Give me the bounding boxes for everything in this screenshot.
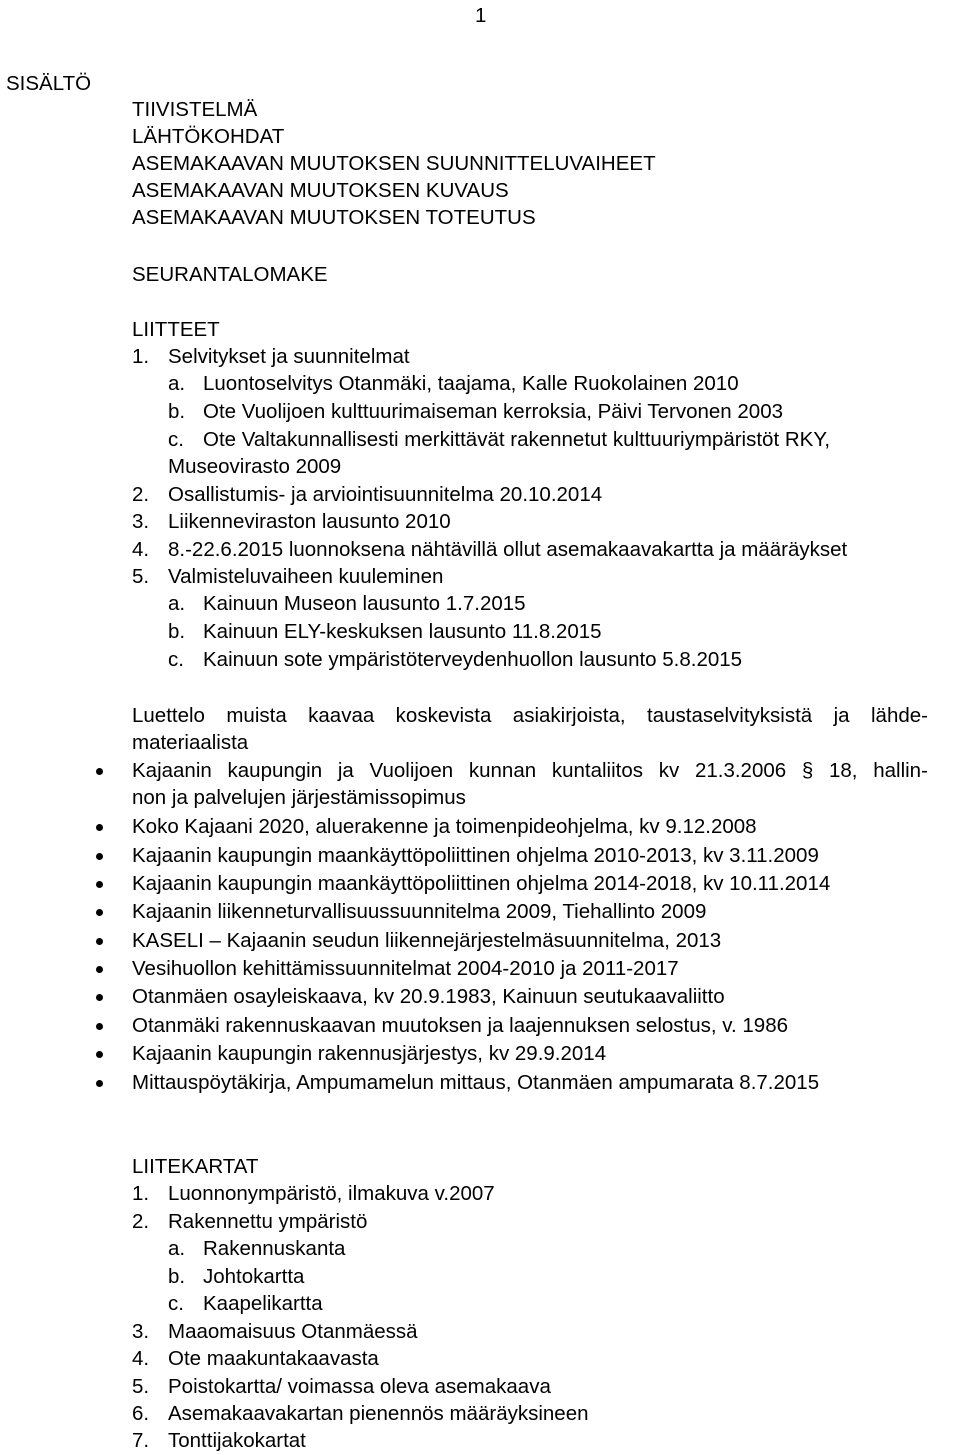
- document-item: Kajaanin kaupungin maankäyttöpoliittinen ohjelma 2014-2018, kv 10.11.2014: [132, 872, 831, 895]
- justified-word: muista: [226, 704, 287, 727]
- bullet-icon: [96, 1080, 103, 1087]
- document-item: Kajaanin kaupungin maankäyttöpoliittinen ohjelma 2010-2013, kv 3.11.2009: [132, 844, 819, 867]
- document-item: Kajaanin kaupungin rakennusjärjestys, kv 29.9.2014: [132, 1042, 607, 1065]
- appendix-text: Valmisteluvaiheen kuuleminen: [168, 565, 444, 588]
- bullet-icon: [96, 938, 103, 945]
- bullet-icon: [96, 1023, 103, 1030]
- appendix-text: Ote Valtakunnallisesti merkittävät rakennetut kulttuuriympäristöt RKY,: [203, 428, 831, 451]
- appendix-number: 2.: [132, 483, 150, 506]
- justified-word: kaavaa: [308, 704, 375, 727]
- other-documents-intro-line2: materiaalista: [132, 731, 249, 754]
- map-appendix-text: Tonttijakokartat: [168, 1429, 306, 1452]
- justified-word: asiakirjoista,: [512, 704, 626, 727]
- bullet-icon: [96, 1051, 103, 1058]
- justified-word: 21.3.2006: [694, 759, 787, 782]
- justified-word: §: [801, 759, 814, 782]
- other-documents-intro: [132, 702, 928, 729]
- bullet-icon: [96, 768, 103, 775]
- map-appendix-number: 1.: [132, 1182, 150, 1205]
- appendix-text: Kainuun Museon lausunto 1.7.2015: [203, 592, 526, 615]
- map-appendix-text: Maaomaisuus Otanmäessä: [168, 1320, 418, 1343]
- map-appendices-heading: LIITEKARTAT: [132, 1155, 259, 1178]
- document-item: KASELI – Kajaanin seudun liikennejärjestelmäsuunnitelma, 2013: [132, 929, 722, 952]
- appendix-number: 1.: [132, 345, 150, 368]
- justified-word: kv: [658, 759, 680, 782]
- map-appendix-text: Luonnonympäristö, ilmakuva v.2007: [168, 1182, 495, 1205]
- map-appendix-letter: c.: [168, 1292, 184, 1315]
- appendix-letter: b.: [168, 400, 186, 423]
- map-appendix-text: Kaapelikartta: [203, 1292, 323, 1315]
- justified-word: 18,: [829, 759, 858, 782]
- map-appendix-number: 5.: [132, 1375, 150, 1398]
- document-item: Otanmäki rakennuskaavan muutoksen ja laajennuksen selostus, v. 1986: [132, 1014, 789, 1037]
- contents-item: ASEMAKAAVAN MUUTOKSEN KUVAUS: [132, 179, 509, 202]
- document-item-justified: [132, 757, 928, 784]
- appendix-text: Ote Vuolijoen kulttuurimaiseman kerroksia, Päivi Tervonen 2003: [203, 400, 783, 423]
- justified-word: koskevista: [395, 704, 492, 727]
- document-item: Vesihuollon kehittämissuunnitelmat 2004-2010 ja 2011-2017: [132, 957, 679, 980]
- map-appendix-number: 4.: [132, 1347, 150, 1370]
- map-appendix-text: Rakennettu ympäristö: [168, 1210, 368, 1233]
- map-appendix-letter: b.: [168, 1265, 186, 1288]
- appendix-text: Osallistumis- ja arviointisuunnitelma 20.10.2014: [168, 483, 603, 506]
- bullet-icon: [96, 909, 103, 916]
- map-appendix-text: Poistokartta/ voimassa oleva asemakaava: [168, 1375, 551, 1398]
- map-appendix-number: 3.: [132, 1320, 150, 1343]
- appendix-letter: a.: [168, 592, 186, 615]
- page-number: 1: [475, 4, 487, 27]
- map-appendix-number: 2.: [132, 1210, 150, 1233]
- bullet-icon: [96, 994, 103, 1001]
- map-appendix-number: 7.: [132, 1429, 150, 1452]
- appendix-text: 8.-22.6.2015 luonnoksena nähtävillä ollut asemakaavakartta ja määräykset: [168, 538, 848, 561]
- appendix-number: 5.: [132, 565, 150, 588]
- justified-word: Vuolijoen: [369, 759, 454, 782]
- document-item: Mittauspöytäkirja, Ampumamelun mittaus, Otanmäen ampumarata 8.7.2015: [132, 1071, 820, 1094]
- contents-item: ASEMAKAAVAN MUUTOKSEN TOTEUTUS: [132, 206, 536, 229]
- document-item: Koko Kajaani 2020, aluerakenne ja toimenpideohjelma, kv 9.12.2008: [132, 815, 757, 838]
- appendices-heading: LIITTEET: [132, 318, 220, 341]
- appendix-text: Selvitykset ja suunnitelmat: [168, 345, 410, 368]
- contents-heading: SISÄLTÖ: [6, 72, 92, 95]
- appendix-letter: c.: [168, 428, 184, 451]
- justified-word: Kajaanin: [132, 759, 212, 782]
- appendix-number: 3.: [132, 510, 150, 533]
- appendix-text: Kainuun ELY-keskuksen lausunto 11.8.2015: [203, 620, 602, 643]
- document-item: Kajaanin liikenneturvallisuussuunnitelma 2009, Tiehallinto 2009: [132, 900, 707, 923]
- justified-word: ja: [833, 704, 850, 727]
- bullet-icon: [96, 881, 103, 888]
- appendix-text: Kainuun sote ympäristöterveydenhuollon lausunto 5.8.2015: [203, 648, 743, 671]
- justified-word: hallin-: [873, 759, 928, 782]
- followup-form-heading: SEURANTALOMAKE: [132, 263, 328, 286]
- appendix-number: 4.: [132, 538, 150, 561]
- appendix-letter: b.: [168, 620, 186, 643]
- justified-word: taustaselvityksistä: [647, 704, 813, 727]
- justified-word: Luettelo: [132, 704, 205, 727]
- justified-word: kuntaliitos: [551, 759, 644, 782]
- map-appendix-letter: a.: [168, 1237, 186, 1260]
- map-appendix-text: Asemakaavakartan pienennös määräyksineen: [168, 1402, 589, 1425]
- map-appendix-text: Ote maakuntakaavasta: [168, 1347, 379, 1370]
- map-appendix-text: Rakennuskanta: [203, 1237, 346, 1260]
- bullet-icon: [96, 966, 103, 973]
- appendix-text: Liikenneviraston lausunto 2010: [168, 510, 451, 533]
- bullet-icon: [96, 853, 103, 860]
- justified-word: ja: [337, 759, 354, 782]
- contents-item: ASEMAKAAVAN MUUTOKSEN SUUNNITTELUVAIHEET: [132, 152, 656, 175]
- appendix-text: Luontoselvitys Otanmäki, taajama, Kalle Ruokolainen 2010: [203, 372, 739, 395]
- justified-word: kunnan: [468, 759, 537, 782]
- map-appendix-number: 6.: [132, 1402, 150, 1425]
- contents-item: LÄHTÖKOHDAT: [132, 125, 285, 148]
- appendix-letter: c.: [168, 648, 184, 671]
- appendix-letter: a.: [168, 372, 186, 395]
- justified-word: kaupungin: [227, 759, 323, 782]
- contents-item: TIIVISTELMÄ: [132, 98, 258, 121]
- bullet-icon: [96, 824, 103, 831]
- document-item-continued: non ja palvelujen järjestämissopimus: [132, 786, 466, 809]
- justified-word: lähde-: [870, 704, 928, 727]
- appendix-text-continued: Museovirasto 2009: [168, 455, 342, 478]
- document-item: Otanmäen osayleiskaava, kv 20.9.1983, Kainuun seutukaavaliitto: [132, 985, 725, 1008]
- map-appendix-text: Johtokartta: [203, 1265, 305, 1288]
